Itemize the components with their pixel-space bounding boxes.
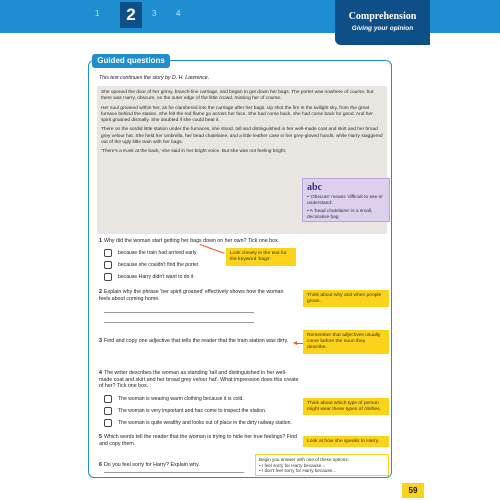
q4-option-3-checkbox[interactable]	[104, 419, 112, 427]
q1-option-2-label: because she couldn't find the porter	[118, 262, 199, 268]
question-text: The writer describes the woman as standing 'tall and distinguished in her well-made coat and skirt and her broad grey velour hat'. What impression does this create of her? Tick one box.	[99, 370, 299, 390]
question-3	[99, 338, 289, 345]
question-6	[99, 462, 259, 469]
question-text: Explain why the phrase 'her spirit groaned' effectively shows how the woman feels about coming home.	[99, 289, 284, 302]
question-2	[99, 289, 289, 302]
passage-paragraph: She opened the door of her grimy, branch-line carriage, and began to get down her bags. The porter was nowhere of course, but there was Harry, obscure, on the outer edge of the little crowd, missing her of course.	[101, 90, 374, 102]
q4-option-2-checkbox[interactable]	[104, 407, 112, 415]
glossary-item: • 'Obscure' means 'difficult to see or understand'.	[307, 195, 383, 206]
passage-paragraph: There on the sordid little station under the furnaces, she stood, tall and distinguished in her well-made coat and skirt and her broad grey velour hat. She held her umbrella, her bead chatelaine, and a little leather case in her grey-gloved hands, while Harry staggered out of the ugly little train with her bags.	[101, 127, 383, 146]
section-subtitle: Giving your opinion	[351, 25, 414, 32]
glossary-item-text: A 'bead chatelaine' is a small, decorative bag.	[307, 209, 373, 220]
hint-groan: Think about why and when people groan.	[303, 290, 389, 307]
q4-option-3-label: The woman is quite wealthy and looks out of place in the dirty railway station.	[118, 420, 292, 426]
hint-option: • I feel sorry for Harry because...	[259, 462, 325, 468]
hint-clothes: Think about which type of person might wear these types of clothes.	[303, 398, 389, 415]
step-3[interactable]: 3	[152, 9, 157, 18]
answer-line[interactable]	[104, 472, 244, 473]
glossary-box	[302, 178, 390, 222]
question-number: 3	[99, 338, 102, 344]
question-number: 5	[99, 434, 102, 440]
page-number: 59	[402, 483, 424, 498]
question-text: Do you feel sorry for Harry? Explain why.	[103, 462, 200, 468]
q1-option-1-checkbox[interactable]	[104, 249, 112, 257]
hint-sentence-starters	[255, 454, 389, 476]
question-number: 4	[99, 370, 102, 376]
passage-paragraph: 'There's a trunk at the back,' she said in her bright voice. But she was not feeling bright.	[101, 149, 287, 155]
glossary-item-text: 'Obscure' means 'difficult to see or understand'.	[307, 195, 383, 206]
left-margin	[0, 33, 80, 500]
section-tab	[335, 0, 430, 45]
step-2-active[interactable]: 2	[120, 2, 142, 28]
question-number: 1	[99, 238, 102, 244]
right-margin	[392, 60, 500, 500]
panel-title: Guided questions	[92, 54, 170, 68]
glossary-item: • A 'bead chatelaine' is a small, decorative bag.	[307, 209, 373, 220]
hint-speaks: Look at how she speaks to Harry.	[303, 436, 389, 447]
q1-option-2-checkbox[interactable]	[104, 261, 112, 269]
q4-option-1-label: The woman is wearing warm clothing because it is cold.	[118, 396, 244, 402]
hint-arrow	[297, 343, 303, 344]
question-5	[99, 434, 299, 447]
q4-option-1-checkbox[interactable]	[104, 395, 112, 403]
glossary-title: abc	[307, 182, 322, 193]
section-title: Comprehension	[348, 11, 417, 22]
question-number: 2	[99, 289, 102, 295]
hint-option-text: I feel sorry for Harry because...	[261, 462, 325, 468]
q1-option-3-label: because Harry didn't want to do it	[118, 274, 194, 280]
q1-option-3-checkbox[interactable]	[104, 273, 112, 281]
hint-adjectives: Remember that adjectives usually come before the noun they describe.	[303, 330, 389, 354]
hint-option-text: I don't feel sorry for Harry because...	[261, 468, 337, 474]
step-4[interactable]: 4	[176, 9, 181, 18]
step-1[interactable]: 1	[95, 9, 100, 18]
question-text: Find and copy one adjective that tells the reader that the train station was dirty.	[103, 338, 289, 344]
answer-line[interactable]	[104, 312, 254, 313]
intro-text: This text continues the story by D. H. Lawrence.	[99, 75, 210, 81]
hint-option: • I don't feel sorry for Harry because...	[259, 468, 337, 474]
hint-intro: Begin you answer with one of these options:	[259, 457, 349, 462]
question-number: 6	[99, 462, 102, 468]
hint-keyword-bags: Look closely in the text for the keyword 'bags'.	[226, 248, 296, 266]
question-text: Which words tell the reader that the woman is trying to hide her true feelings? Find and copy them.	[99, 434, 298, 447]
question-4	[99, 370, 299, 390]
passage-paragraph: Her soul groaned within her, as he clambered into the carriage after her bags. Up shot the fire in the twilight sky, from the great furnace behind the station. She felt the red flame go across her face. She had come back, she had come back for good. And her spirit groaned dismally. She doubted if she could bear it.	[101, 105, 373, 124]
answer-line[interactable]	[104, 322, 254, 323]
q4-option-2-label: The woman is very important and has come to inspect the station.	[118, 408, 267, 414]
q1-option-1-label: because the train had arrived early	[118, 250, 197, 256]
question-text: Why did the woman start getting her bags down on her own? Tick one box.	[103, 238, 280, 244]
